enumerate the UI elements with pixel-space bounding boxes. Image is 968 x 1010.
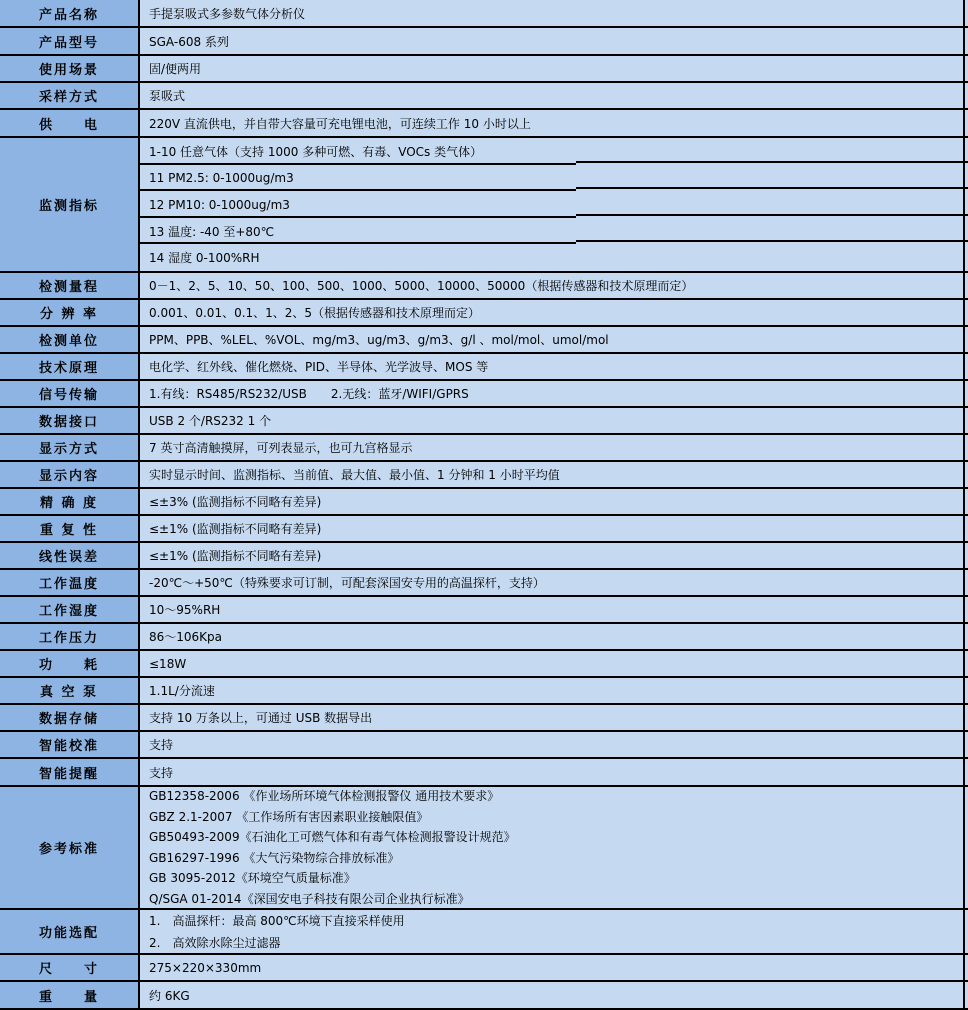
- row-label: 工作压力: [0, 624, 140, 649]
- row-label: 工作温度: [0, 570, 140, 595]
- row-value: ≤±1% (监测指标不同略有差异): [140, 516, 968, 541]
- row-smart-calibration: [0, 732, 968, 759]
- row-value: -20℃～+50℃（特殊要求可订制，可配套深国安专用的高温探杆，支持）: [140, 570, 968, 595]
- row-label: 显示方式: [0, 435, 140, 460]
- row-label: 功 耗: [0, 651, 140, 676]
- row-label: 重 复 性: [0, 516, 140, 541]
- row-usage-scenario: [0, 56, 968, 83]
- row-label: 线性误差: [0, 543, 140, 568]
- row-value: 泵吸式: [140, 83, 968, 108]
- row-label: 智能校准: [0, 732, 140, 757]
- row-value: ≤±1% (监测指标不同略有差异): [140, 543, 968, 568]
- standard-line: GBZ 2.1-2007 《工作场所有害因素职业接触限值》: [149, 809, 429, 824]
- row-label: 信号传输: [0, 381, 140, 406]
- row-value-group: [140, 910, 968, 953]
- standard-line: Q/SGA 01-2014《深国安电子科技有限公司企业执行标准》: [149, 891, 470, 906]
- row-label: 数据存储: [0, 705, 140, 730]
- row-detection-unit: [0, 327, 968, 354]
- row-signal-transmission: [0, 381, 968, 408]
- row-value: 固/便两用: [140, 56, 968, 81]
- row-data-interface: [0, 408, 968, 435]
- row-label: 技术原理: [0, 354, 140, 379]
- row-sampling-method: [0, 83, 968, 110]
- row-reference-standards: [0, 787, 968, 910]
- row-value: 约 6KG: [140, 982, 968, 1008]
- indicator-line: 12 PM10: 0-1000ug/m3: [140, 191, 968, 218]
- standard-line: GB16297-1996 《大气污染物综合排放标准》: [149, 850, 400, 865]
- row-label: 产品名称: [0, 0, 140, 26]
- row-value: 支持: [140, 759, 968, 785]
- row-value: 电化学、红外线、催化燃烧、PID、半导体、光学波导、MOS 等: [140, 354, 968, 379]
- row-label: 分 辨 率: [0, 300, 140, 325]
- row-value: 220V 直流供电，并自带大容量可充电锂电池，可连续工作 10 小时以上: [140, 110, 968, 136]
- row-value: USB 2 个/RS232 1 个: [140, 408, 968, 433]
- row-value: 支持 10 万条以上，可通过 USB 数据导出: [140, 705, 968, 730]
- row-technical-principle: [0, 354, 968, 381]
- row-weight: [0, 982, 968, 1010]
- row-value: 0.001、0.01、0.1、1、2、5（根据传感器和技术原理而定）: [140, 300, 968, 325]
- row-value: 1.有线：RS485/RS232/USB 2.无线：蓝牙/WIFI/GPRS: [140, 381, 968, 406]
- row-power-supply: [0, 110, 968, 138]
- row-optional-features: [0, 910, 968, 955]
- row-monitoring-indicators: [0, 138, 968, 273]
- row-label: 使用场景: [0, 56, 140, 81]
- standard-line: GB 3095-2012《环境空气质量标准》: [149, 871, 356, 885]
- option-line: 2. 高效除水除尘过滤器: [149, 935, 281, 950]
- indicator-line: 13 温度: -40 至+80℃: [140, 218, 968, 245]
- row-label: 智能提醒: [0, 759, 140, 785]
- row-detection-range: [0, 273, 968, 300]
- row-display-mode: [0, 435, 968, 462]
- row-label: 功能选配: [0, 910, 140, 953]
- row-label: 产品型号: [0, 28, 140, 54]
- row-resolution: [0, 300, 968, 327]
- standard-line: GB50493-2009《石油化工可燃气体和有毒气体检测报警设计规范》: [149, 830, 516, 844]
- row-value: 86～106Kpa: [140, 624, 968, 649]
- row-value: 1.1L/分流速: [140, 678, 968, 703]
- row-product-model: [0, 28, 968, 56]
- row-value-group: [140, 138, 968, 271]
- row-label: 精 确 度: [0, 489, 140, 514]
- row-working-humidity: [0, 597, 968, 624]
- row-value: ≤18W: [140, 651, 968, 676]
- option-line: 1. 高温探杆：最高 800℃环境下直接采样使用: [149, 913, 405, 928]
- row-power-consumption: [0, 651, 968, 678]
- standard-line: GB12358-2006 《作业场所环境气体检测报警仪 通用技术要求》: [149, 789, 500, 803]
- row-value: 实时显示时间、监测指标、当前值、最大值、最小值、1 分钟和 1 小时平均值: [140, 462, 968, 487]
- row-vacuum-pump: [0, 678, 968, 705]
- row-value: 7 英寸高清触摸屏，可列表显示，也可九宫格显示: [140, 435, 968, 460]
- row-value: SGA-608 系列: [140, 28, 968, 54]
- row-value-group: [140, 787, 968, 908]
- row-linearity-error: [0, 543, 968, 570]
- row-label: 参考标准: [0, 787, 140, 908]
- row-value: 手提泵吸式多参数气体分析仪: [140, 0, 968, 26]
- row-working-pressure: [0, 624, 968, 651]
- row-label: 显示内容: [0, 462, 140, 487]
- row-data-storage: [0, 705, 968, 732]
- row-label: 数据接口: [0, 408, 140, 433]
- row-label: 检测量程: [0, 273, 140, 298]
- row-display-content: [0, 462, 968, 489]
- row-value: ≤±3% (监测指标不同略有差异): [140, 489, 968, 514]
- row-repeatability: [0, 516, 968, 543]
- indicator-line: 1-10 任意气体（支持 1000 多种可燃、有毒、VOCs 类气体）: [140, 138, 968, 165]
- row-product-name: [0, 0, 968, 28]
- row-value: 0－1、2、5、10、50、100、500、1000、5000、10000、50000（根据传感器和技术原理而定）: [140, 273, 968, 298]
- table-right-border: [963, 0, 965, 1010]
- row-smart-reminder: [0, 759, 968, 787]
- row-label: 尺 寸: [0, 955, 140, 980]
- row-label: 检测单位: [0, 327, 140, 352]
- row-value: 275×220×330mm: [140, 955, 968, 980]
- row-label: 真 空 泵: [0, 678, 140, 703]
- row-label: 重 量: [0, 982, 140, 1008]
- row-label: 监测指标: [0, 138, 140, 271]
- row-value: 10～95%RH: [140, 597, 968, 622]
- row-value: PPM、PPB、%LEL、%VOL、mg/m3、ug/m3、g/m3、g/l 、mol/mol、umol/mol: [140, 327, 968, 352]
- row-working-temperature: [0, 570, 968, 597]
- row-label: 采样方式: [0, 83, 140, 108]
- row-label: 供 电: [0, 110, 140, 136]
- row-dimensions: [0, 955, 968, 982]
- row-label: 工作湿度: [0, 597, 140, 622]
- indicator-line: 14 湿度 0-100%RH: [149, 251, 260, 266]
- row-value: 支持: [140, 732, 968, 757]
- indicator-line: 11 PM2.5: 0-1000ug/m3: [140, 165, 968, 192]
- row-accuracy: [0, 489, 968, 516]
